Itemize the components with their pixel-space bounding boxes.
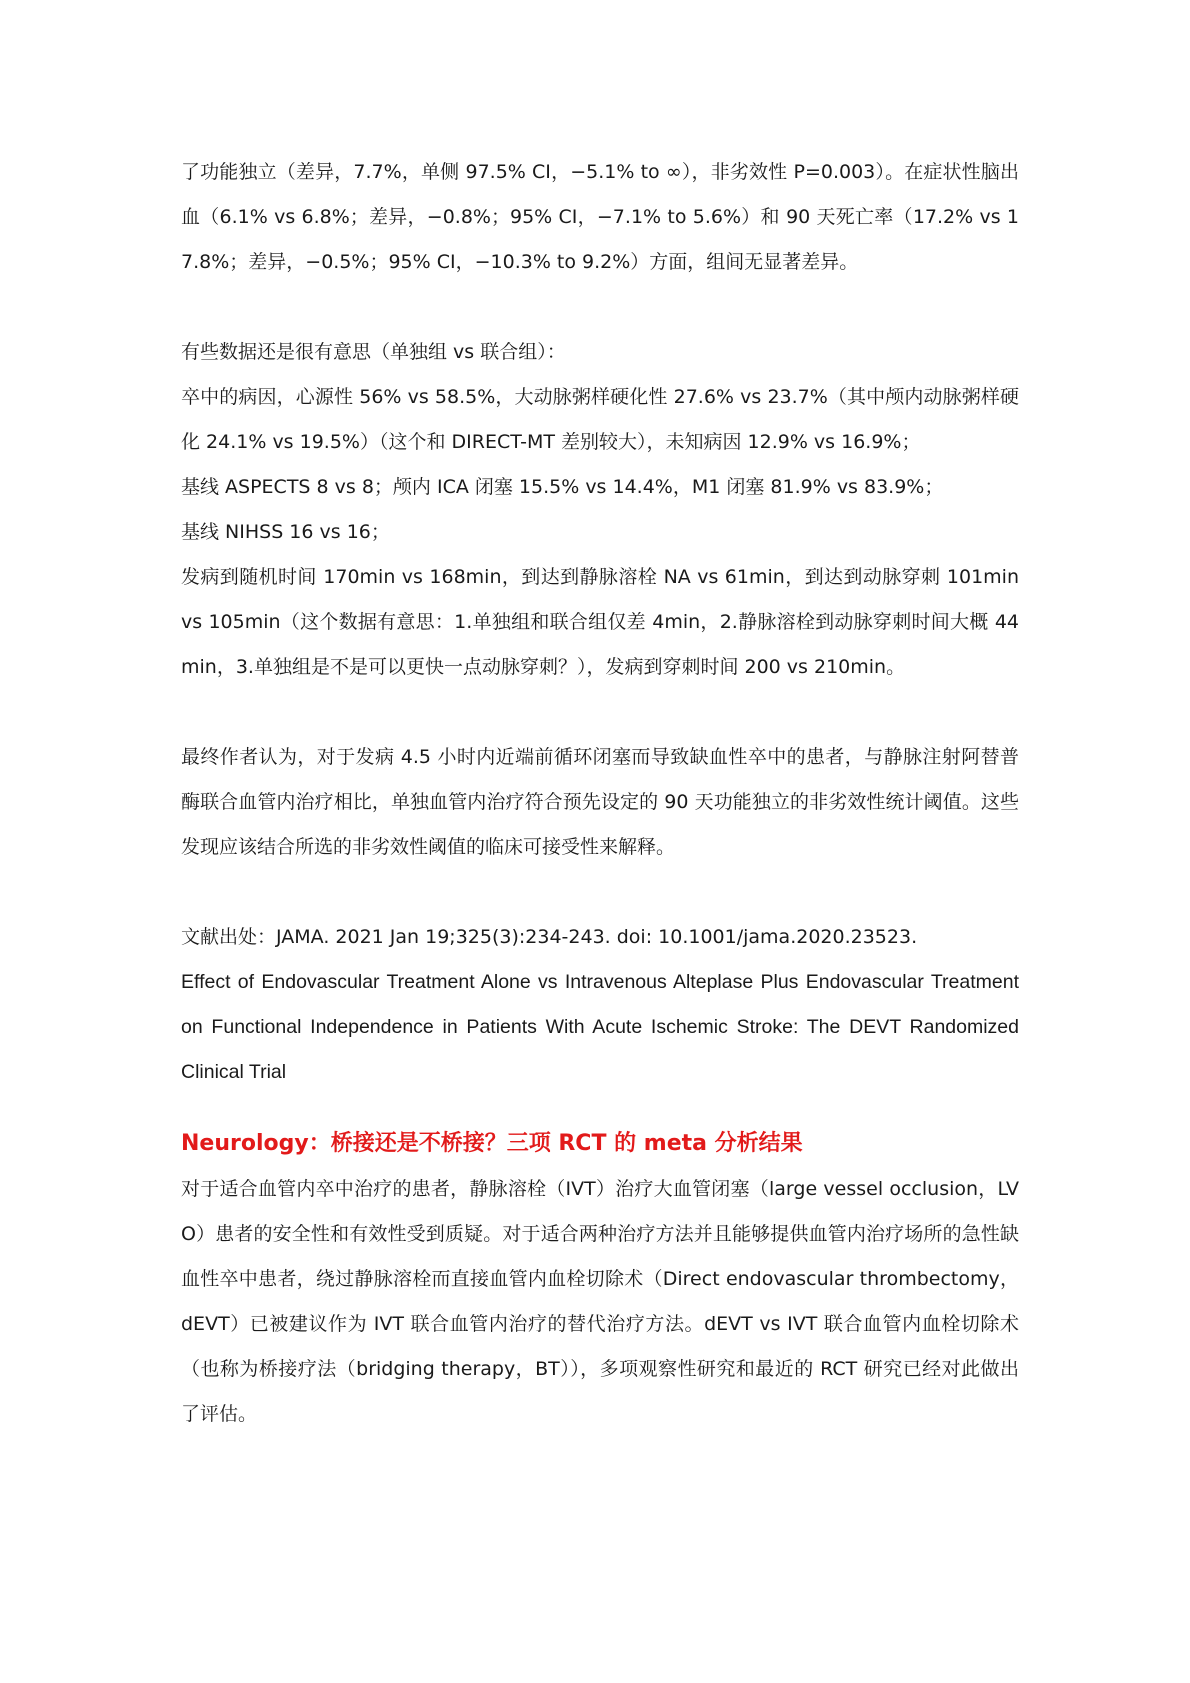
paragraph-interesting-data-intro: 有些数据还是很有意思（单独组 vs 联合组）： <box>181 341 566 363</box>
paragraph-conclusion: 最终作者认为，对于发病 4.5 小时内近端前循环闭塞而导致缺血性卒中的患者，与静脉注射阿替普酶联合血管内治疗相比，单独血管内治疗符合预先设定的 90 天功能独立的非劣效性统计阈值。这些发现应该结合所选的非劣效性阈值的临床可接受性来解释。 <box>181 746 1019 858</box>
document-page <box>181 150 1019 1437</box>
paragraph-baseline-nihss: 基线 NIHSS 16 vs 16； <box>181 521 390 543</box>
paragraph-results-continued: 了功能独立（差异，7.7%，单侧 97.5% CI，−5.1% to ∞），非劣效性 P=0.003）。在症状性脑出血（6.1% vs 6.8%；差异，−0.8%；95% CI，−7.1% to 5.6%）和 90 天死亡率（17.2% vs 17.8%；差异，−0.5%；95% CI，−10.3% to 9.2%）方面，组间无显著差异。 <box>181 161 1019 273</box>
paragraph-timing: 发病到随机时间 170min vs 168min，到达到静脉溶栓 NA vs 61min，到达到动脉穿刺 101min vs 105min（这个数据有意思：1.单独组和联合组仅差 4min，2.静脉溶栓到动脉穿刺时间大概 44min，3.单独组是不是可以更快一点动脉穿刺？），发病到穿刺时间 200 vs 210min。 <box>181 566 1019 678</box>
paragraph-stroke-etiology: 卒中的病因，心源性 56% vs 58.5%，大动脉粥样硬化性 27.6% vs 23.7%（其中颅内动脉粥样硬化 24.1% vs 19.5%）（这个和 DIRECT-MT 差别较大），未知病因 12.9% vs 16.9%； <box>181 386 1019 453</box>
paragraph-reference: 文献出处：JAMA. 2021 Jan 19;325(3):234-243. doi: 10.1001/jama.2020.23523. <box>181 926 918 948</box>
paragraph-baseline-aspects: 基线 ASPECTS 8 vs 8；颅内 ICA 闭塞 15.5% vs 14.4%，M1 闭塞 81.9% vs 83.9%； <box>181 476 944 498</box>
paragraph-article-title: Effect of Endovascular Treatment Alone vs Intravenous Alteplase Plus Endovascular Treatment on Functional Independence in Patients With Acute Ischemic Stroke: The DEVT Randomized Clinical Trial <box>181 971 1019 1083</box>
paragraph-bridging-intro: 对于适合血管内卒中治疗的患者，静脉溶栓（IVT）治疗大血管闭塞（large vessel occlusion，LVO）患者的安全性和有效性受到质疑。对于适合两种治疗方法并且能够提供血管内治疗场所的急性缺血性卒中患者，绕过静脉溶栓而直接血管内血栓切除术（Direct endovascular thrombectomy，dEVT）已被建议作为 IVT 联合血管内治疗的替代治疗方法。dEVT vs IVT 联合血管内血栓切除术（也称为桥接疗法（bridging therapy，BT）），多项观察性研究和最近的 RCT 研究已经对此做出了评估。 <box>181 1178 1019 1425</box>
section-heading: Neurology：桥接还是不桥接？三项 RCT 的 meta 分析结果 <box>181 1131 803 1156</box>
